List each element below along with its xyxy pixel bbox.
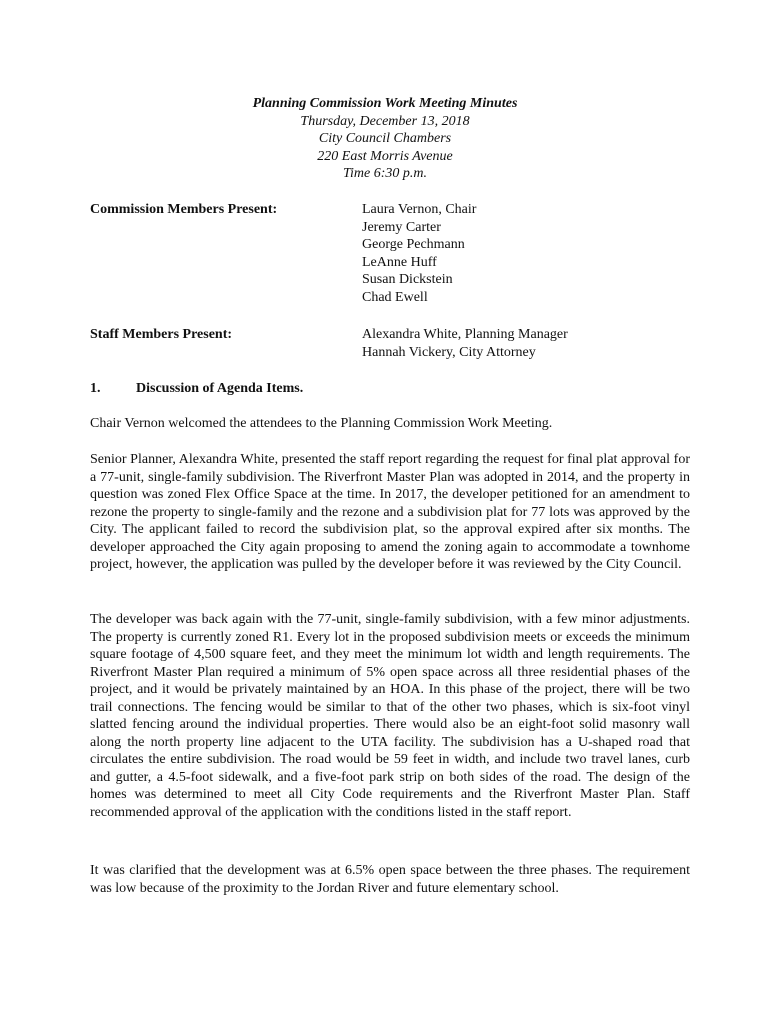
list-item: Alexandra White, Planning Manager bbox=[362, 327, 568, 342]
meeting-time: Time 6:30 p.m. bbox=[343, 166, 427, 181]
agenda-title: Discussion of Agenda Items. bbox=[136, 381, 304, 396]
paragraph-subdivision-details: The developer was back again with the 77-unit, single-family subdivision, with a few minor adjustments. The property is currently zoned R1. Every lot in the proposed subdivision meets or exceeds the minimum square footage of 4,500 square feet, and they meet the minimum lot width and length requirements. The Riverfront Master Plan required a minimum of 5% open space across all three residential phases of the project, and it would be privately maintained by an HOA. In this phase of the project, there will be two trail connections. The fencing would be similar to that of the other two phases, which is six-foot vinyl slatted fencing around the individual properties. There would also be an eight-foot solid masonry wall along the north property line adjacent to the UTA facility. The subdivision has a U-shaped road that circulates the entire subdivision. The road would be 59 feet in width, and include two travel lanes, curb and gutter, a 4.5-foot sidewalk, and a five-foot park strip on both sides of the road. The design of the homes was determined to meet all City Code requirements and the Riverfront Master Plan. Staff recommended approval of the application with the conditions listed in the staff report. bbox=[90, 612, 690, 820]
commission-members-list bbox=[362, 201, 476, 306]
meeting-location: City Council Chambers bbox=[318, 131, 452, 146]
meeting-date: Thursday, December 13, 2018 bbox=[300, 113, 470, 129]
agenda-number: 1. bbox=[90, 381, 101, 396]
document-title: Planning Commission Work Meeting Minutes bbox=[252, 96, 518, 111]
list-item: Hannah Vickery, City Attorney bbox=[362, 344, 536, 360]
commission-members-section bbox=[90, 201, 690, 311]
list-item: George Pechmann bbox=[362, 237, 465, 252]
staff-members-list bbox=[362, 326, 568, 361]
list-item: LeAnne Huff bbox=[362, 254, 437, 270]
list-item: Jeremy Carter bbox=[362, 219, 441, 235]
meeting-address: 220 East Morris Avenue bbox=[317, 148, 453, 164]
meeting-header bbox=[0, 95, 770, 183]
paragraph-welcome: Chair Vernon welcomed the attendees to the Planning Commission Work Meeting. bbox=[90, 416, 553, 431]
commission-members-label: Commission Members Present: bbox=[90, 202, 278, 217]
paragraph-open-space: It was clarified that the development was at 6.5% open space between the three phases. The requirement was low because of the proximity to the Jordan River and future elementary school. bbox=[90, 863, 690, 896]
agenda-heading bbox=[90, 380, 303, 398]
staff-members-section bbox=[90, 326, 690, 366]
list-item: Chad Ewell bbox=[362, 289, 428, 305]
list-item: Susan Dickstein bbox=[362, 272, 453, 287]
paragraph-staff-report: Senior Planner, Alexandra White, presented the staff report regarding the request for final plat approval for a 77-unit, single-family subdivision. The Riverfront Master Plan was adopted in 2014, and the property in question was zoned Flex Office Space at the time. In 2017, the developer petitioned for an amendment to rezone the property to single-family and the rezone and a subdivision plat for 77 lots was approved by the City. The applicant failed to record the subdivision plat, so the approval expired after six months. The developer approached the City again proposing to amend the zoning again to accommodate a townhome project, however, the application was pulled by the developer before it was reviewed by the City Council. bbox=[90, 452, 690, 572]
staff-members-label: Staff Members Present: bbox=[90, 327, 233, 342]
list-item: Laura Vernon, Chair bbox=[362, 202, 477, 217]
